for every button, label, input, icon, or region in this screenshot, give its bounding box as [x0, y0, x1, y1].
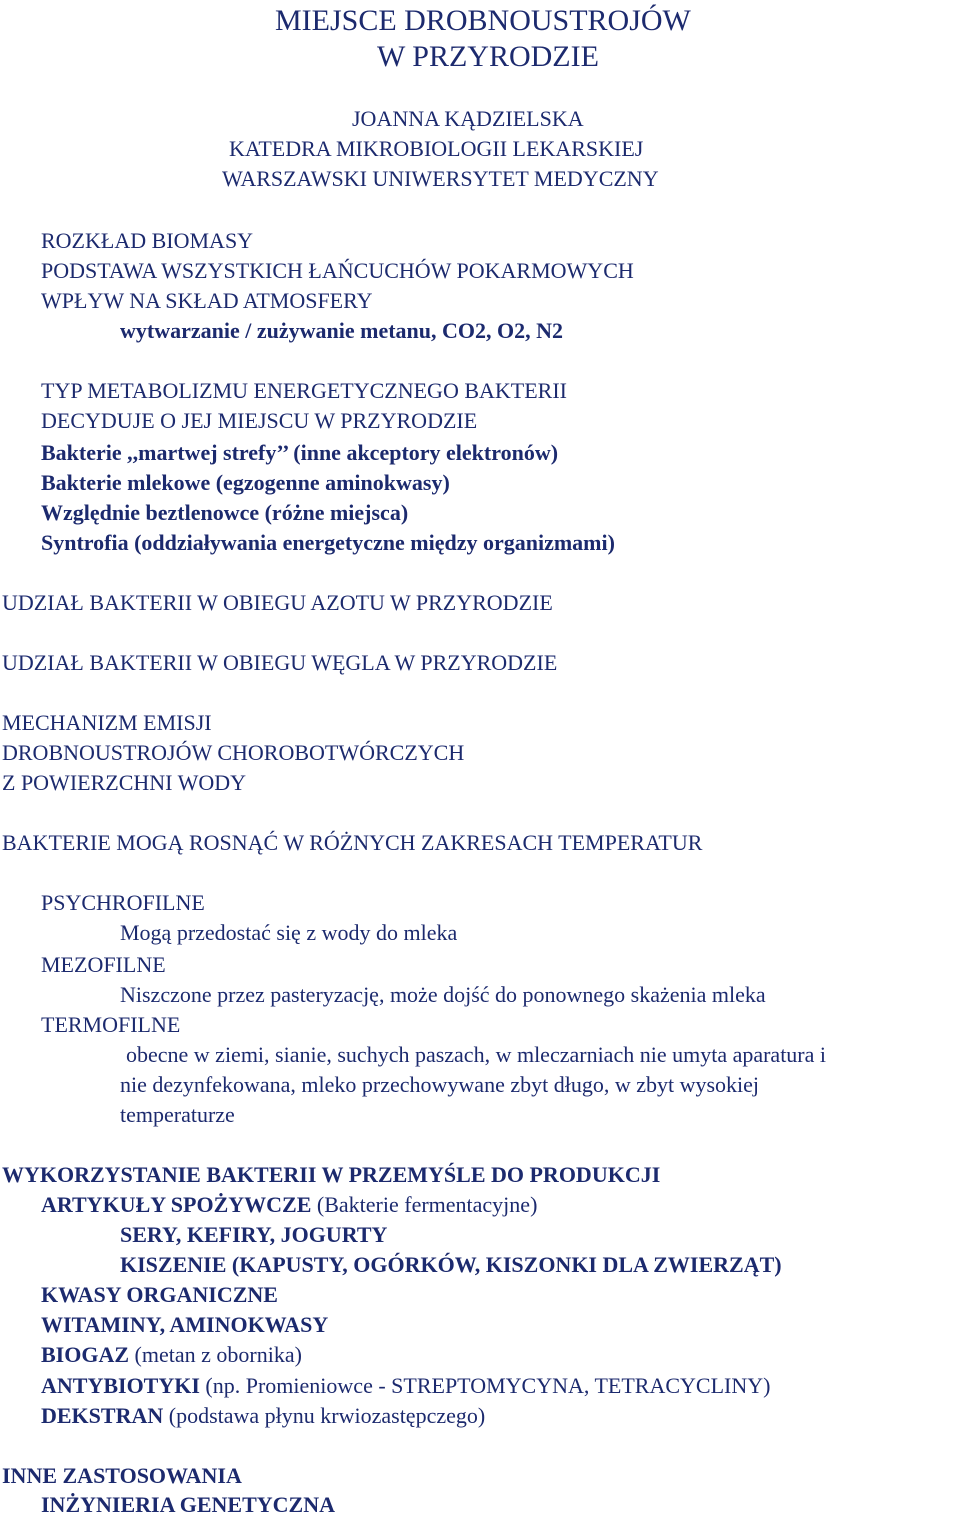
industry-antibiotics — [41, 1373, 770, 1399]
industry-vitamins: WITAMINY, AMINOKWASY — [41, 1312, 329, 1337]
industry-antibiotics-label: ANTYBIOTYKI — [41, 1373, 200, 1398]
emission-line-1: MECHANIZM EMISJI — [2, 710, 212, 735]
temperature-heading: BAKTERIE MOGĄ ROSNĄĆ W RÓŻNYCH ZAKRESACH TEMPERATUR — [2, 830, 703, 855]
thermophiles-label: TERMOFILNE — [41, 1012, 181, 1037]
biomass-heading: ROZKŁAD BIOMASY — [41, 228, 254, 253]
emission-line-3: Z POWIERZCHNI WODY — [2, 770, 247, 795]
industry-acids: KWASY ORGANICZNE — [41, 1282, 278, 1307]
page-title-line-2: W PRZYRODZIE — [377, 40, 599, 73]
other-uses-genetic: INŻYNIERIA GENETYCZNA — [41, 1492, 336, 1517]
industry-dextran-label: DEKSTRAN — [41, 1403, 164, 1428]
author-department: KATEDRA MIKROBIOLOGII LEKARSKIEJ — [229, 136, 644, 161]
metabolism-anaerobes: Względnie beztlenowce (różne miejsca) — [41, 500, 409, 525]
emission-line-2: DROBNOUSTROJÓW CHOROBOTWÓRCZYCH — [2, 740, 465, 765]
other-uses-heading: INNE ZASTOSOWANIA — [2, 1463, 242, 1488]
metabolism-dead-zone: Bakterie ,,martwej strefy’’ (inne akceptory elektronów) — [41, 440, 559, 465]
page-title-line-1: MIEJSCE DROBNOUSTROJÓW — [275, 4, 691, 37]
industry-biogas-label: BIOGAZ — [41, 1342, 130, 1367]
mesophiles-desc: Niszczone przez pasteryzację, może dojść do ponownego skażenia mleka — [120, 982, 766, 1007]
industry-dairy: SERY, KEFIRY, JOGURTY — [120, 1222, 388, 1247]
metabolism-syntrophy: Syntrofia (oddziaływania energetyczne między organizmami) — [41, 530, 615, 555]
mesophiles-label: MEZOFILNE — [41, 952, 166, 977]
metabolism-lactic: Bakterie mlekowe (egzogenne aminokwasy) — [41, 470, 450, 495]
industry-heading: WYKORZYSTANIE BAKTERII W PRZEMYŚLE DO PRODUKCJI — [2, 1162, 661, 1187]
metabolism-heading: TYP METABOLIZMU ENERGETYCZNEGO BAKTERII — [41, 378, 567, 403]
industry-food-note: (Bakterie fermentacyjne) — [311, 1192, 538, 1217]
thermophiles-desc-3: temperaturze — [120, 1102, 235, 1127]
industry-dextran-note: (podstawa płynu krwiozastępczego) — [163, 1403, 486, 1428]
psychrophiles-label: PSYCHROFILNE — [41, 890, 205, 915]
thermophiles-desc-2: nie dezynfekowana, mleko przechowywane zbyt długo, w zbyt wysokiej — [120, 1072, 760, 1097]
industry-food-label: ARTYKUŁY SPOŻYWCZE — [41, 1192, 312, 1217]
psychrophiles-desc: Mogą przedostać się z wody do mleka — [120, 920, 458, 945]
biomass-food-chains: PODSTAWA WSZYSTKICH ŁAŃCUCHÓW POKARMOWYCH — [41, 258, 634, 283]
industry-dextran — [41, 1403, 485, 1429]
carbon-cycle: UDZIAŁ BAKTERII W OBIEGU WĘGLA W PRZYRODZIE — [2, 650, 558, 675]
author-university: WARSZAWSKI UNIWERSYTET MEDYCZNY — [222, 166, 659, 191]
biomass-gases: wytwarzanie / zużywanie metanu, CO2, O2, N2 — [120, 318, 564, 343]
author-name: JOANNA KĄDZIELSKA — [352, 106, 584, 131]
metabolism-subheading: DECYDUJE O JEJ MIEJSCU W PRZYRODZIE — [41, 408, 478, 433]
industry-biogas-note: (metan z obornika) — [129, 1342, 302, 1367]
industry-biogas — [41, 1342, 302, 1368]
industry-food — [41, 1192, 537, 1218]
industry-antibiotics-note: (np. Promieniowce - STREPTOMYCYNA, TETRACYCLINY) — [199, 1373, 771, 1398]
nitrogen-cycle: UDZIAŁ BAKTERII W OBIEGU AZOTU W PRZYRODZIE — [2, 590, 553, 615]
biomass-atmosphere: WPŁYW NA SKŁAD ATMOSFERY — [41, 288, 373, 313]
industry-pickling: KISZENIE (KAPUSTY, OGÓRKÓW, KISZONKI DLA ZWIERZĄT) — [120, 1252, 782, 1277]
thermophiles-desc-1: obecne w ziemi, sianie, suchych paszach, w mleczarniach nie umyta aparatura i — [126, 1042, 827, 1067]
